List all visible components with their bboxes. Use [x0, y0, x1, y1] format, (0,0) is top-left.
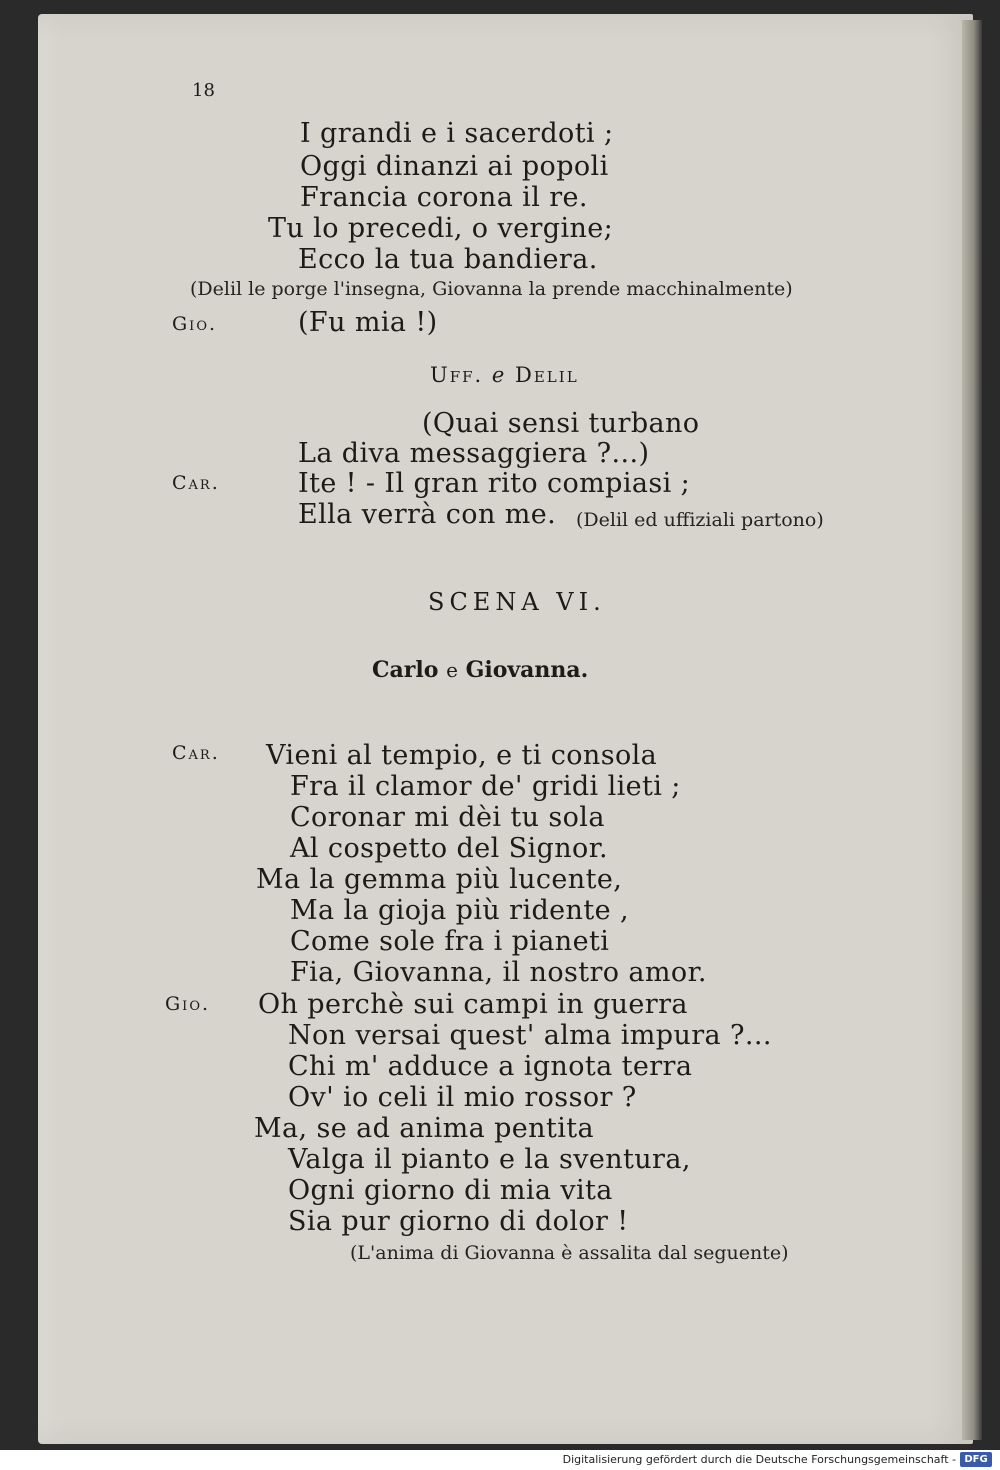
- verse-line: Al cospetto del Signor.: [290, 833, 609, 864]
- stage-direction: (L'anima di Giovanna è assalita dal seguente): [350, 1242, 789, 1264]
- verse-line: Coronar mi dèi tu sola: [290, 802, 605, 833]
- speaker-group-uff: Uff.: [430, 363, 484, 387]
- speaker-group-header: [430, 363, 579, 387]
- stage-direction: (Delil le porge l'insegna, Giovanna la prende macchinalmente): [190, 278, 793, 300]
- verse-line: Ov' io celi il mio rossor ?: [288, 1082, 637, 1113]
- verse-line: Valga il pianto e la sventura,: [288, 1144, 691, 1175]
- footer-credit: Digitalisierung gefördert durch die Deutsche Forschungsgemeinschaft -: [562, 1453, 956, 1466]
- verse-line: Come sole fra i pianeti: [290, 926, 610, 957]
- verse-line: Non versai quest' alma impura ?...: [288, 1020, 772, 1051]
- verse-line: Fra il clamor de' gridi lieti ;: [290, 771, 681, 802]
- speaker-group-delil: Delil: [515, 363, 579, 387]
- stage-direction: (Delil ed uffiziali partono): [576, 509, 824, 531]
- verse-line: Ma la gioja più ridente ,: [290, 895, 629, 926]
- verse-line: Ite ! - Il gran rito compiasi ;: [298, 468, 691, 499]
- speaker-label: Car.: [172, 472, 220, 494]
- verse-line: Fia, Giovanna, il nostro amor.: [290, 957, 707, 988]
- verse-line: I grandi e i sacerdoti ;: [300, 118, 614, 149]
- verse-line: Ella verrà con me.: [298, 499, 557, 530]
- character-and: e: [446, 658, 458, 682]
- speaker-label: Gio.: [172, 313, 218, 335]
- footer-bar: [0, 1450, 1000, 1470]
- speaker-label: Car.: [172, 742, 220, 764]
- speaker-label: Gio.: [165, 993, 211, 1015]
- verse-line: Ma la gemma più lucente,: [256, 864, 623, 895]
- character-giovanna: Giovanna.: [465, 657, 589, 683]
- page-edge: [962, 20, 982, 1440]
- dfg-logo-icon: DFG: [960, 1452, 992, 1467]
- scene-characters: [372, 657, 588, 683]
- verse-line: Ogni giorno di mia vita: [288, 1175, 613, 1206]
- verse-line: Sia pur giorno di dolor !: [288, 1206, 629, 1237]
- verse-line: (Fu mia !): [298, 307, 438, 338]
- scene-title: SCENA VI.: [428, 588, 606, 616]
- verse-line: Ecco la tua bandiera.: [298, 244, 598, 275]
- page-number: 18: [192, 80, 215, 101]
- verse-line: Ma, se ad anima pentita: [254, 1113, 594, 1144]
- verse-line: Chi m' adduce a ignota terra: [288, 1051, 693, 1082]
- verse-line: (Quai sensi turbano: [422, 408, 700, 439]
- verse-line: Oh perchè sui campi in guerra: [258, 989, 688, 1020]
- verse-line: Francia corona il re.: [300, 182, 588, 213]
- verse-line: Tu lo precedi, o vergine;: [268, 213, 614, 244]
- verse-line: La diva messaggiera ?...): [298, 438, 650, 469]
- speaker-group-and: e: [491, 363, 507, 387]
- verse-line: Vieni al tempio, e ti consola: [266, 740, 658, 771]
- verse-line: Oggi dinanzi ai popoli: [300, 151, 609, 182]
- character-carlo: Carlo: [372, 657, 439, 683]
